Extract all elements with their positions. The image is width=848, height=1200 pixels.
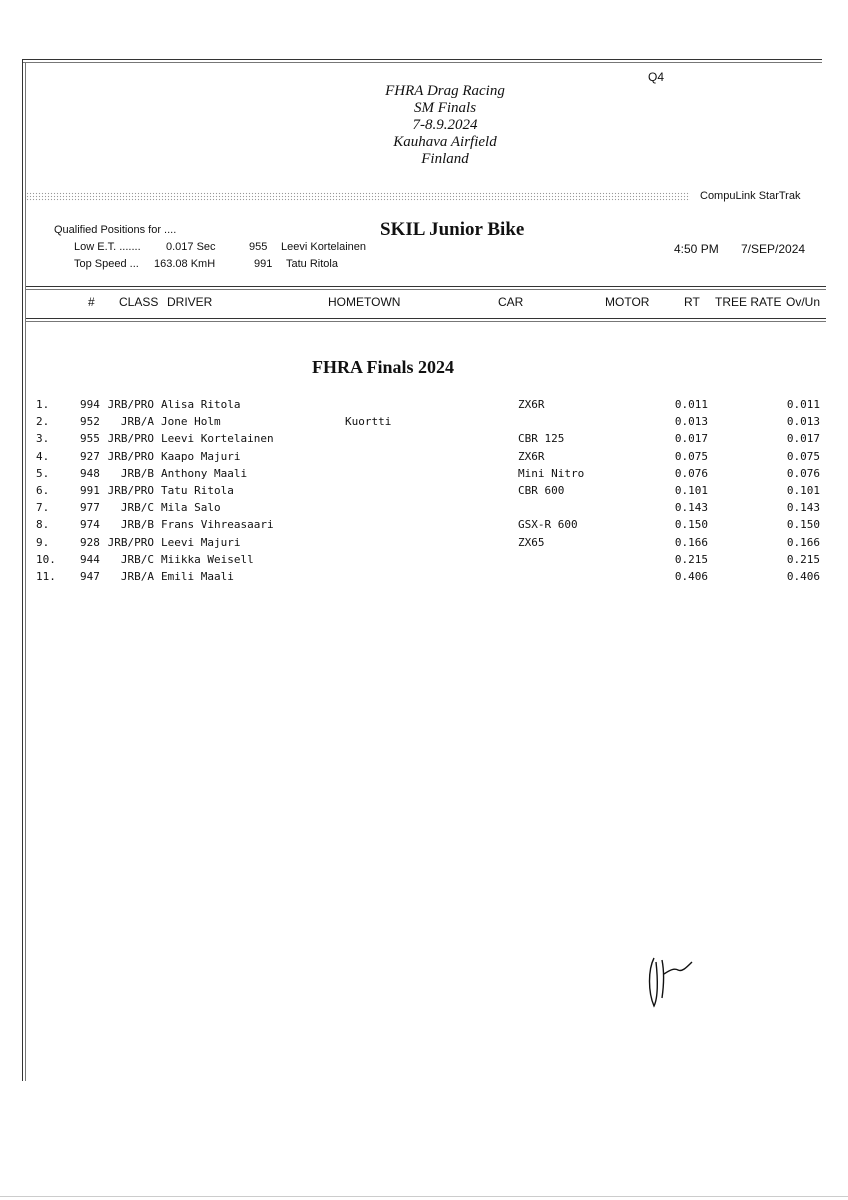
- cell-ovun: 0.406: [786, 570, 820, 583]
- cell-driver: Jone Holm: [161, 415, 221, 429]
- event-title: FHRA Drag Racing: [385, 83, 505, 99]
- cell-class: JRB/B: [120, 466, 154, 480]
- table-row: [0, 501, 848, 518]
- top-border-inner: [22, 62, 822, 63]
- cell-class: JRB/PRO: [107, 398, 154, 411]
- top-border: [22, 59, 822, 60]
- event-venue: Kauhava Airfield: [393, 134, 497, 150]
- dotted-band: [26, 192, 690, 201]
- col-rt: RT: [684, 295, 700, 309]
- table-row: [0, 398, 848, 415]
- cell-car: Mini Nitro: [518, 466, 585, 480]
- cell-driver: Mila Salo: [161, 501, 221, 515]
- cell-car: ZX6R: [518, 449, 545, 463]
- col-class: CLASS: [119, 295, 159, 309]
- cell-ovun: 0.143: [786, 501, 820, 515]
- cell-num: 947: [80, 570, 100, 583]
- low-et-number: 955: [249, 241, 268, 253]
- top-speed-value: 163.08 KmH: [154, 258, 216, 270]
- cell-ovun: 0.011: [786, 398, 820, 411]
- event-dates: 7-8.9.2024: [412, 117, 478, 133]
- signature: [640, 940, 710, 1020]
- table-row: [0, 553, 848, 570]
- cell-class: JRB/PRO: [107, 449, 154, 463]
- bottom-rule: [0, 1196, 848, 1197]
- cell-pos: 6.: [36, 484, 50, 497]
- cell-rt: 0.011: [674, 398, 708, 411]
- col-driver: DRIVER: [167, 295, 213, 309]
- header-rule-bottom2: [26, 321, 826, 322]
- cell-pos: 4.: [36, 449, 50, 463]
- cell-driver: Anthony Maali: [161, 466, 248, 480]
- cell-pos: 3.: [36, 432, 50, 446]
- cell-car: CBR 600: [518, 484, 565, 497]
- cell-rt: 0.150: [674, 518, 708, 532]
- cell-num: 991: [80, 484, 100, 497]
- cell-ovun: 0.075: [786, 449, 820, 463]
- header-rule-bottom: [26, 318, 826, 319]
- header-rule-top2: [26, 289, 826, 290]
- cell-ovun: 0.013: [786, 415, 820, 429]
- cell-class: JRB/C: [120, 552, 154, 566]
- cell-num: 928: [80, 535, 100, 549]
- cell-class: JRB/B: [120, 518, 154, 532]
- report-time: 4:50 PM: [674, 242, 719, 256]
- cell-pos: 1.: [36, 398, 50, 411]
- category-title: SKIL Junior Bike: [380, 219, 525, 240]
- top-speed-label: Top Speed ...: [74, 258, 139, 270]
- cell-driver: Leevi Kortelainen: [161, 432, 274, 446]
- table-row: [0, 518, 848, 535]
- event-country: Finland: [421, 151, 469, 167]
- section-title: FHRA Finals 2024: [312, 357, 455, 377]
- cell-driver: Frans Vihreasaari: [161, 518, 274, 532]
- cell-rt: 0.143: [674, 501, 708, 515]
- col-num: #: [88, 295, 95, 309]
- cell-rt: 0.215: [674, 552, 708, 566]
- cell-rt: 0.076: [674, 466, 708, 480]
- page-code: Q4: [648, 70, 665, 84]
- cell-class: JRB/PRO: [107, 432, 154, 446]
- low-et-value: 0.017 Sec: [166, 241, 216, 253]
- low-et-driver: Leevi Kortelainen: [281, 241, 367, 253]
- cell-driver: Kaapo Majuri: [161, 449, 241, 463]
- cell-pos: 7.: [36, 501, 50, 515]
- cell-pos: 9.: [36, 535, 50, 549]
- cell-class: JRB/A: [120, 415, 154, 429]
- cell-rt: 0.013: [674, 415, 708, 429]
- cell-pos: 8.: [36, 518, 50, 532]
- cell-num: 927: [80, 449, 100, 463]
- header-rule-top: [26, 286, 826, 287]
- col-hometown: HOMETOWN: [328, 295, 401, 309]
- cell-ovun: 0.076: [786, 466, 820, 480]
- table-row: [0, 450, 848, 467]
- cell-hometown: Kuortti: [345, 415, 392, 429]
- system-name: CompuLink StarTrak: [700, 190, 801, 202]
- report-date: 7/SEP/2024: [741, 242, 806, 256]
- cell-rt: 0.166: [674, 535, 708, 549]
- event-subtitle: SM Finals: [413, 100, 477, 116]
- cell-driver: Emili Maali: [161, 570, 234, 583]
- cell-pos: 11.: [36, 570, 56, 583]
- col-motor: MOTOR: [605, 295, 650, 309]
- table-row: [0, 484, 848, 501]
- cell-driver: Miikka Weisell: [161, 552, 254, 566]
- cell-num: 955: [80, 432, 100, 446]
- cell-pos: 10.: [36, 552, 56, 566]
- cell-ovun: 0.166: [786, 535, 820, 549]
- cell-ovun: 0.101: [786, 484, 820, 497]
- cell-class: JRB/A: [120, 570, 154, 583]
- cell-car: ZX6R: [518, 398, 545, 411]
- cell-ovun: 0.017: [786, 432, 820, 446]
- cell-class: JRB/PRO: [107, 484, 154, 497]
- cell-rt: 0.101: [674, 484, 708, 497]
- cell-car: GSX-R 600: [518, 518, 578, 532]
- col-ovun: Ov/Un: [786, 295, 821, 309]
- cell-rt: 0.017: [674, 432, 708, 446]
- qualified-label: Qualified Positions for ....: [54, 224, 177, 236]
- table-row: [0, 570, 848, 587]
- table-row: [0, 536, 848, 553]
- cell-num: 952: [80, 415, 100, 429]
- cell-driver: Leevi Majuri: [161, 535, 241, 549]
- cell-ovun: 0.215: [786, 552, 820, 566]
- table-row: [0, 415, 848, 432]
- cell-class: JRB/PRO: [107, 535, 154, 549]
- col-car: CAR: [498, 295, 524, 309]
- cell-num: 994: [80, 398, 100, 411]
- event-header: [300, 83, 590, 168]
- col-tree-rate: TREE RATE: [715, 295, 782, 309]
- cell-pos: 5.: [36, 466, 50, 480]
- cell-num: 974: [80, 518, 100, 532]
- cell-rt: 0.406: [674, 570, 708, 583]
- cell-car: ZX65: [518, 535, 545, 549]
- cell-rt: 0.075: [674, 449, 708, 463]
- top-speed-number: 991: [254, 258, 273, 270]
- cell-num: 977: [80, 501, 100, 515]
- cell-class: JRB/C: [120, 501, 154, 515]
- cell-driver: Tatu Ritola: [161, 484, 234, 497]
- cell-num: 944: [80, 552, 100, 566]
- table-row: [0, 467, 848, 484]
- cell-num: 948: [80, 466, 100, 480]
- cell-ovun: 0.150: [786, 518, 820, 532]
- low-et-label: Low E.T. .......: [74, 241, 141, 253]
- cell-pos: 2.: [36, 415, 50, 429]
- top-speed-driver: Tatu Ritola: [286, 258, 338, 270]
- cell-car: CBR 125: [518, 432, 565, 446]
- table-row: [0, 432, 848, 449]
- cell-driver: Alisa Ritola: [161, 398, 241, 411]
